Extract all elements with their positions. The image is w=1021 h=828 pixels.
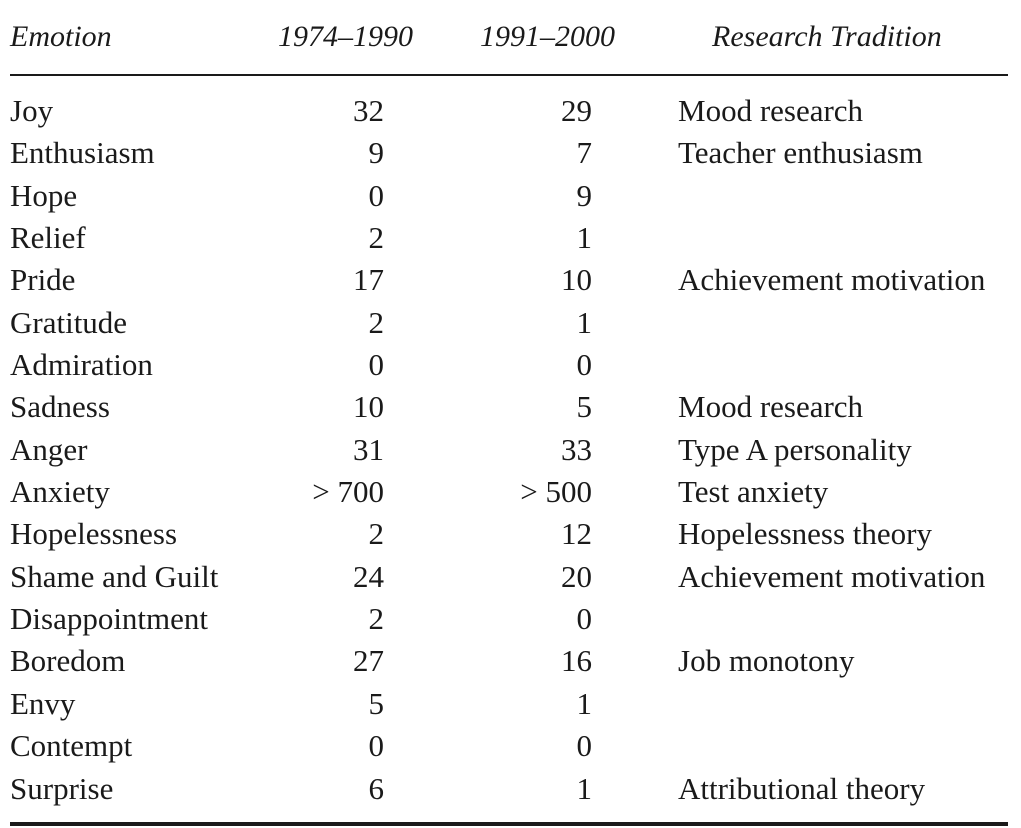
cell-research-tradition: Test anxiety — [678, 474, 829, 510]
table-row — [10, 683, 1008, 725]
cell-count-1991-2000: 29 — [561, 93, 592, 128]
cell-emotion: Sadness — [10, 389, 110, 425]
cell-research-tradition: Achievement motivation — [678, 262, 986, 298]
table-body — [10, 90, 1008, 810]
table-header-row — [10, 16, 1008, 60]
header-research-tradition: Research Tradition — [712, 20, 942, 53]
table-row — [10, 471, 1008, 513]
cell-count-1991-2000: 12 — [561, 516, 592, 552]
table-row — [10, 302, 1008, 344]
cell-count-1974-1990: 0 — [368, 177, 384, 213]
table-row — [10, 513, 1008, 555]
header-emotion: Emotion — [10, 20, 112, 53]
cell-count-1974-1990: 17 — [353, 262, 384, 298]
cell-count-1991-2000: 1 — [576, 770, 592, 806]
cell-count-1974-1990: 5 — [368, 685, 384, 721]
cell-count-1991-2000: 1 — [576, 304, 592, 340]
cell-emotion: Anger — [10, 431, 88, 467]
cell-emotion: Shame and Guilt — [10, 558, 219, 594]
cell-research-tradition: Job monotony — [678, 643, 855, 679]
cell-research-tradition: Achievement motivation — [678, 558, 986, 594]
cell-emotion: Admiration — [10, 347, 153, 383]
cell-count-1974-1990: 0 — [368, 347, 384, 383]
cell-count-1991-2000: 0 — [576, 347, 592, 383]
cell-emotion: Gratitude — [10, 304, 128, 340]
cell-research-tradition: Attributional theory — [678, 770, 926, 806]
table-row — [10, 640, 1008, 682]
header-period-1991-2000: 1991–2000 — [480, 20, 615, 53]
cell-emotion: Envy — [10, 685, 76, 721]
table-row — [10, 175, 1008, 217]
table-row — [10, 217, 1008, 259]
cell-emotion: Hopelessness — [10, 516, 178, 552]
cell-count-1991-2000: 1 — [576, 220, 592, 256]
cell-count-1974-1990: 2 — [368, 220, 384, 256]
cell-research-tradition: Type A personality — [678, 431, 912, 467]
cell-count-1974-1990: 2 — [368, 304, 384, 340]
cell-count-1991-2000: 20 — [561, 558, 592, 594]
cell-research-tradition: Teacher enthusiasm — [678, 135, 923, 171]
cell-count-1991-2000: 9 — [576, 177, 592, 213]
table-row — [10, 259, 1008, 301]
cell-emotion: Pride — [10, 262, 76, 298]
cell-count-1974-1990: 24 — [353, 558, 384, 594]
cell-count-1974-1990: 27 — [353, 643, 384, 679]
cell-emotion: Surprise — [10, 770, 114, 806]
cell-research-tradition: Mood research — [678, 389, 864, 425]
emotion-research-table — [10, 0, 1008, 828]
cell-count-1974-1990: 9 — [368, 135, 384, 171]
table-row — [10, 725, 1008, 767]
cell-count-1974-1990: 2 — [368, 516, 384, 552]
cell-count-1974-1990: 31 — [353, 431, 384, 467]
cell-count-1991-2000: 10 — [561, 262, 592, 298]
cell-emotion: Relief — [10, 220, 86, 256]
cell-count-1974-1990: 10 — [353, 389, 384, 425]
cell-count-1974-1990: 6 — [368, 770, 384, 806]
cell-count-1991-2000: 0 — [576, 601, 592, 637]
cell-count-1991-2000: 7 — [576, 135, 592, 171]
cell-research-tradition: Hopelessness theory — [678, 516, 932, 552]
cell-count-1991-2000: > 500 — [520, 474, 592, 510]
table-row — [10, 386, 1008, 428]
cell-count-1991-2000: 33 — [561, 431, 592, 467]
cell-count-1991-2000: 5 — [576, 389, 592, 425]
table-row — [10, 344, 1008, 386]
cell-emotion: Contempt — [10, 728, 133, 764]
table-bottom-rule — [10, 822, 1008, 826]
cell-count-1974-1990: 0 — [368, 728, 384, 764]
cell-emotion: Anxiety — [10, 474, 110, 510]
table-row — [10, 556, 1008, 598]
cell-emotion: Enthusiasm — [10, 135, 155, 171]
cell-count-1974-1990: 32 — [353, 93, 384, 128]
table-row — [10, 768, 1008, 810]
cell-emotion: Joy — [10, 93, 54, 128]
cell-count-1991-2000: 0 — [576, 728, 592, 764]
cell-count-1974-1990: 2 — [368, 601, 384, 637]
header-period-1974-1990: 1974–1990 — [278, 20, 413, 53]
table-row — [10, 132, 1008, 174]
table-row — [10, 90, 1008, 132]
cell-research-tradition: Mood research — [678, 93, 864, 128]
table-row — [10, 598, 1008, 640]
cell-emotion: Disappointment — [10, 601, 209, 637]
header-rule — [10, 74, 1008, 76]
cell-count-1991-2000: 1 — [576, 685, 592, 721]
cell-count-1991-2000: 16 — [561, 643, 592, 679]
table-row — [10, 429, 1008, 471]
cell-emotion: Boredom — [10, 643, 126, 679]
cell-count-1974-1990: > 700 — [312, 474, 384, 510]
cell-emotion: Hope — [10, 177, 78, 213]
